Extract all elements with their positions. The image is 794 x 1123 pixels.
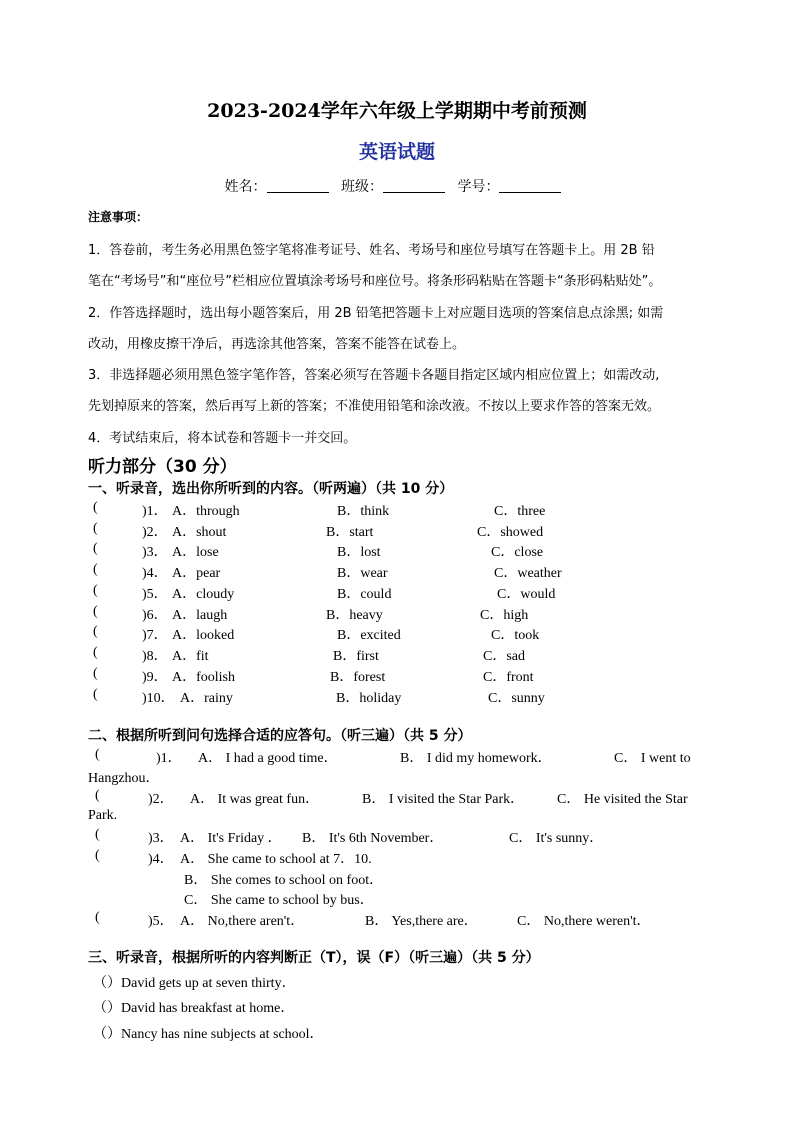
id-blank[interactable]	[499, 178, 561, 193]
option-b: B．holiday	[336, 691, 402, 706]
question-number: )1．	[142, 504, 168, 519]
option-b: B． Yes,there are．	[365, 914, 478, 929]
question-number: )2．	[148, 792, 174, 807]
exam-title: 2023-2024学年六年级上学期期中考前预测	[207, 100, 587, 122]
exam-subtitle: 英语试题	[358, 141, 435, 163]
option-c: C．front	[483, 670, 534, 685]
question-number: )9．	[142, 670, 168, 685]
option-c: C．close	[491, 545, 544, 560]
option-c: C． It's sunny．	[509, 831, 604, 846]
answer-paren[interactable]: (	[93, 604, 98, 619]
note-line: 3．非选择题必须用黑色签字笔作答，答案必须写在答题卡各题目指定区域内相应位置上；如需改动,	[88, 368, 660, 383]
option-continuation: Hangzhou．	[88, 771, 160, 786]
listening-section-title: 听力部分（30 分）	[88, 457, 237, 477]
answer-paren[interactable]: (	[93, 521, 98, 536]
question-number: )7．	[142, 628, 168, 643]
option-c: C． I went to	[614, 751, 691, 766]
option-c: C．high	[480, 608, 529, 623]
question-number: )6．	[142, 608, 168, 623]
option-b: B．heavy	[326, 608, 383, 623]
answer-paren[interactable]: (	[95, 747, 100, 762]
option-b: B．could	[337, 587, 392, 602]
option-a: A．lose	[172, 545, 219, 560]
answer-paren[interactable]: (	[93, 541, 98, 556]
option-b: B．forest	[330, 670, 386, 685]
option-c: C． No,there weren't．	[517, 914, 651, 929]
option-a: A．laugh	[172, 608, 228, 623]
part2-heading: 二、根据所听到问句选择合适的应答句。（听三遍）（共 5 分）	[88, 728, 472, 744]
question-number: )3．	[148, 831, 174, 846]
question-number: )4．	[148, 852, 174, 867]
note-line: 4．考试结束后，将本试卷和答题卡一并交回。	[88, 431, 357, 446]
part3-heading: 三、听录音，根据所听的内容判断正（T），误（F）（听三遍）（共 5 分）	[88, 950, 540, 966]
option-b: B．first	[333, 649, 379, 664]
option-a: A．through	[172, 504, 240, 519]
option-b: B．start	[326, 525, 374, 540]
option-c: C．weather	[494, 566, 562, 581]
notes-heading: 注意事项：	[88, 210, 149, 224]
answer-paren[interactable]: (	[95, 910, 100, 925]
note-line: 2．作答选择题时，选出每小题答案后，用 2B 铅笔把答题卡上对应题目选项的答案信息点涂黑; 如需	[88, 306, 664, 321]
option-b: B．think	[337, 504, 390, 519]
answer-paren[interactable]: (	[95, 848, 100, 863]
option-a: A．cloudy	[172, 587, 235, 602]
option-b: B． I did my homework．	[400, 751, 552, 766]
answer-paren[interactable]: (	[93, 687, 98, 702]
question-number: )5．	[148, 914, 174, 929]
true-false-item[interactable]: （）David gets up at seven thirty．	[93, 976, 296, 991]
answer-paren[interactable]: (	[93, 500, 98, 515]
option-a: A． No,there aren't．	[180, 914, 305, 929]
option-c: C． She came to school by bus．	[184, 893, 374, 908]
question-number: )3．	[142, 545, 168, 560]
option-a: A．rainy	[180, 691, 233, 706]
note-line: 1．答卷前，考生务必用黑色签字笔将准考证号、姓名、考场号和座位号填写在答题卡上。用 2B 铅	[88, 243, 655, 258]
option-b: B． She comes to school on foot．	[184, 873, 384, 888]
class-blank[interactable]	[383, 178, 445, 193]
option-c: C．three	[494, 504, 546, 519]
option-a: A． It was great fun．	[190, 792, 320, 807]
option-c: C．would	[497, 587, 556, 602]
question-number: )1．	[156, 751, 182, 766]
answer-paren[interactable]: (	[95, 827, 100, 842]
student-info-line	[0, 176, 794, 196]
option-a: A．pear	[172, 566, 221, 581]
option-a: A．fit	[172, 649, 209, 664]
answer-paren[interactable]: (	[93, 624, 98, 639]
option-c: C．took	[491, 628, 540, 643]
id-label: 学号：	[457, 179, 500, 195]
class-label: 班级：	[341, 179, 383, 195]
option-b: B．lost	[337, 545, 381, 560]
answer-paren[interactable]: (	[93, 562, 98, 577]
true-false-item[interactable]: （）David has breakfast at home．	[93, 1001, 295, 1016]
option-b: B． I visited the Star Park．	[362, 792, 525, 807]
option-c: C． He visited the Star	[557, 792, 688, 807]
option-b: B． It's 6th November．	[302, 831, 444, 846]
question-number: )10．	[142, 691, 175, 706]
question-number: )4．	[142, 566, 168, 581]
question-number: )8．	[142, 649, 168, 664]
question-number: )5．	[142, 587, 168, 602]
option-a: A． It's Friday ．	[180, 831, 282, 846]
answer-paren[interactable]: (	[93, 583, 98, 598]
note-line: 改动，用橡皮擦干净后，再选涂其他答案，答案不能答在试卷上。	[88, 337, 466, 352]
option-c: C．showed	[477, 525, 544, 540]
true-false-item[interactable]: （）Nancy has nine subjects at school．	[93, 1027, 324, 1042]
question-number: )2．	[142, 525, 168, 540]
option-continuation: Park.	[88, 808, 118, 823]
note-line: 先划掉原来的答案，然后再写上新的答案；不准使用铅笔和涂改液。不按以上要求作答的答案无效。	[88, 399, 661, 414]
option-a: A．shout	[172, 525, 227, 540]
option-c: C．sad	[483, 649, 525, 664]
option-a: A． She came to school at 7．10.	[180, 852, 372, 867]
option-b: B．excited	[337, 628, 401, 643]
name-label: 姓名：	[224, 179, 267, 195]
answer-paren[interactable]: (	[93, 666, 98, 681]
option-a: A．looked	[172, 628, 235, 643]
name-blank[interactable]	[267, 178, 329, 193]
answer-paren[interactable]: (	[93, 645, 98, 660]
option-b: B．wear	[337, 566, 388, 581]
option-a: A． I had a good time．	[198, 751, 338, 766]
answer-paren[interactable]: (	[95, 788, 100, 803]
option-c: C．sunny	[488, 691, 545, 706]
note-line: 笔在“考场号”和“座位号”栏相应位置填涂考场号和座位号。将条形码粘贴在答题卡“条形码粘贴处”。	[88, 274, 662, 289]
option-a: A．foolish	[172, 670, 235, 685]
part1-heading: 一、听录音，选出你所听到的内容。（听两遍）（共 10 分）	[88, 481, 454, 497]
